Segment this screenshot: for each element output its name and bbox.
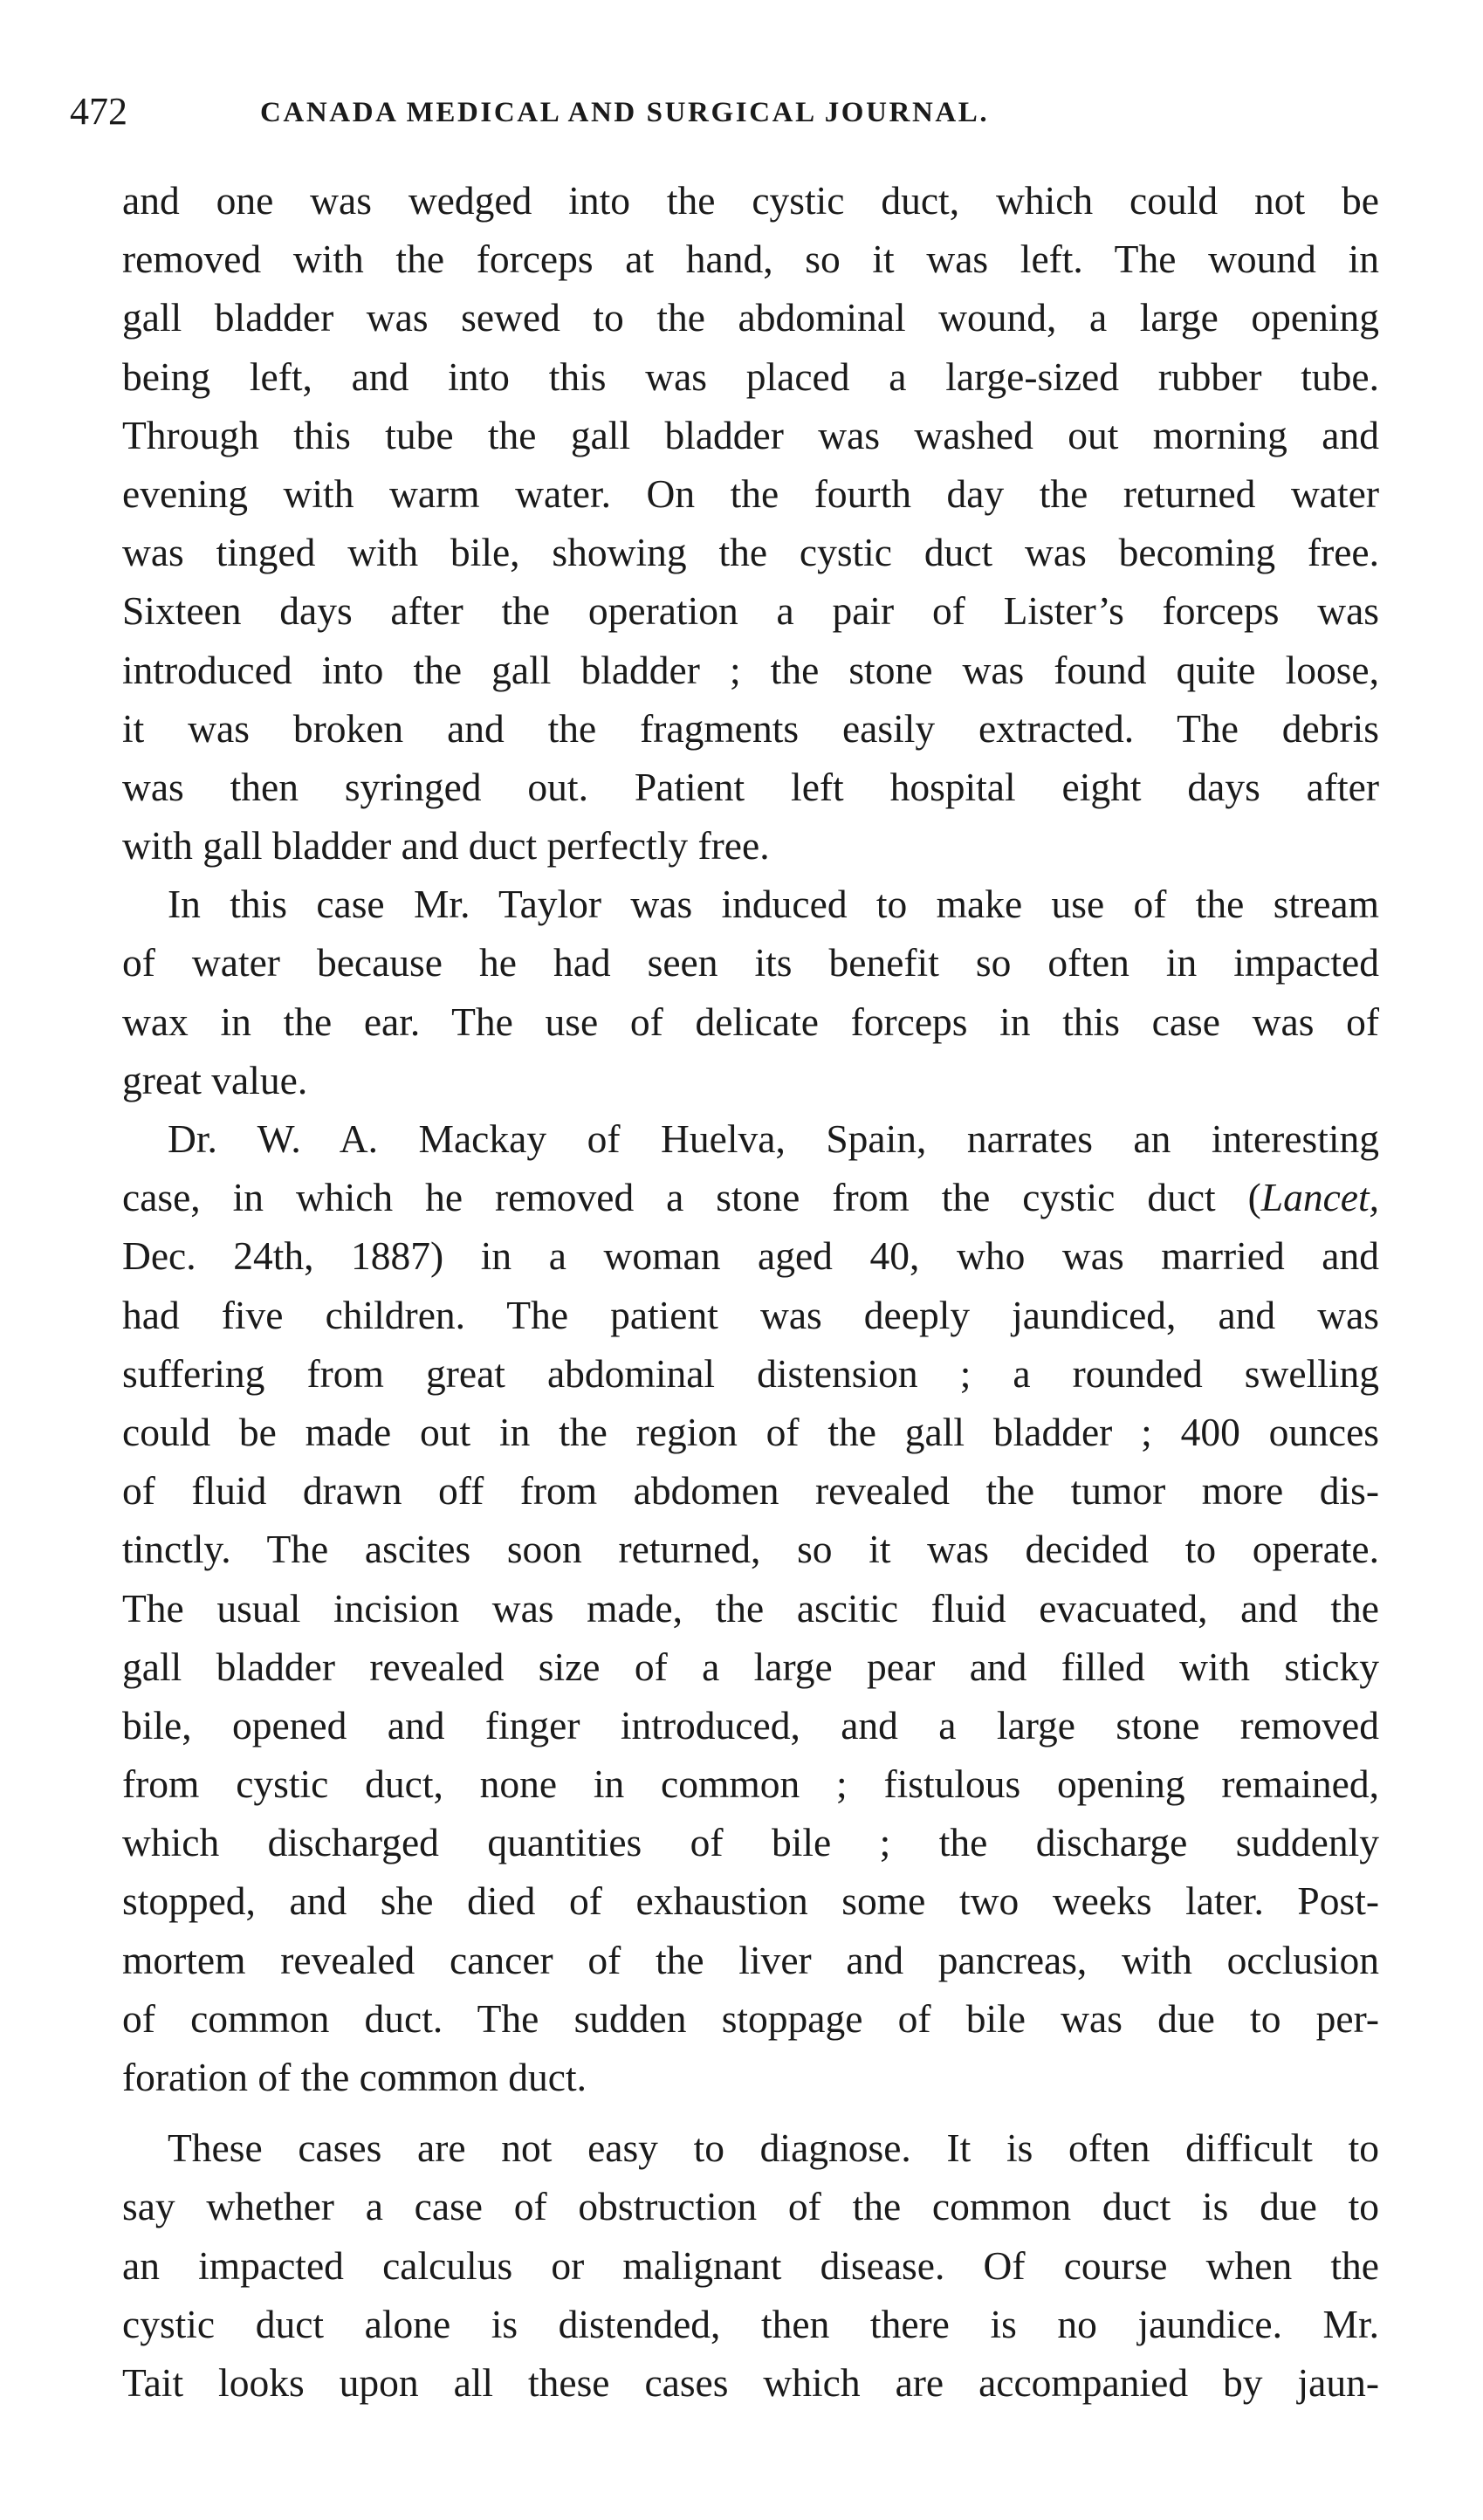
text-line: evening with warm water. On the fourth day the returned water bbox=[122, 470, 1379, 516]
text-line: with gall bladder and duct perfectly free. bbox=[122, 823, 770, 869]
text-line: from cystic duct, none in common ; fistulous opening remained, bbox=[122, 1761, 1379, 1807]
text-line: tinctly. The ascites soon returned, so it was decided to operate. bbox=[122, 1527, 1379, 1572]
paragraph-gap bbox=[122, 2106, 1379, 2118]
text-line: wax in the ear. The use of delicate forceps in this case was of bbox=[122, 999, 1379, 1044]
text-line: Dr. W. A. Mackay of Huelva, Spain, narrates an interesting bbox=[168, 1116, 1379, 1161]
paragraph-mackay bbox=[122, 1109, 1379, 2106]
text-line: had five children. The patient was deeply jaundiced, and was bbox=[122, 1292, 1379, 1337]
text-line: These cases are not easy to diagnose. It is often difficult to bbox=[168, 2125, 1379, 2171]
text-line: removed with the forceps at hand, so it was left. The wound in bbox=[122, 237, 1379, 282]
text-line: which discharged quantities of bile ; the discharge suddenly bbox=[122, 1820, 1379, 1865]
text-line: great value. bbox=[122, 1057, 308, 1102]
text-line: cystic duct alone is distended, then there is no jaundice. Mr. bbox=[122, 2301, 1379, 2346]
citation-journal: Lancet, bbox=[1260, 1175, 1379, 1220]
page-number: 472 bbox=[70, 90, 127, 133]
text-line: it was broken and the fragments easily extracted. The debris bbox=[122, 705, 1379, 751]
text-line: could be made out in the region of the gall bladder ; 400 ounces bbox=[122, 1409, 1379, 1454]
text-line: gall bladder revealed size of a large pear and filled with sticky bbox=[122, 1644, 1379, 1689]
text-line: foration of the common duct. bbox=[122, 2055, 587, 2099]
text-line: Sixteen days after the operation a pair of Lister’s forceps was bbox=[122, 588, 1379, 634]
text-line: bile, opened and finger introduced, and a large stone removed bbox=[122, 1702, 1379, 1748]
text-line: In this case Mr. Taylor was induced to make use of the stream bbox=[168, 882, 1379, 927]
text-line: an impacted calculus or malignant disease. Of course when the bbox=[122, 2242, 1379, 2288]
text-line: of fluid drawn off from abdomen revealed the tumor more dis- bbox=[122, 1468, 1379, 1514]
text-fragment: case, in which he removed a stone from the cystic duct ( bbox=[122, 1175, 1261, 1220]
paragraph-taylor bbox=[122, 875, 1379, 1109]
text-line: stopped, and she died of exhaustion some two weeks later. Post- bbox=[122, 1878, 1379, 1924]
text-line-with-citation bbox=[122, 1168, 1379, 1226]
text-line: Through this tube the gall bladder was washed out morning and bbox=[122, 412, 1379, 457]
article-body bbox=[122, 171, 1379, 2412]
text-line: was then syringed out. Patient left hospital eight days after bbox=[122, 764, 1379, 809]
text-line: Dec. 24th, 1887) in a woman aged 40, who was married and bbox=[122, 1233, 1379, 1279]
text-line: mortem revealed cancer of the liver and pancreas, with occlusion bbox=[122, 1937, 1379, 1982]
paragraph-diagnosis bbox=[122, 2118, 1379, 2412]
text-line: of water because he had seen its benefit so often in impacted bbox=[122, 940, 1379, 985]
text-line: say whether a case of obstruction of the common duct is due to bbox=[122, 2184, 1379, 2229]
text-line: Tait looks upon all these cases which are accompanied by jaun- bbox=[122, 2359, 1379, 2405]
journal-title: CANADA MEDICAL AND SURGICAL JOURNAL. bbox=[260, 97, 990, 128]
text-line: The usual incision was made, the ascitic fluid evacuated, and the bbox=[122, 1585, 1379, 1631]
text-line: suffering from great abdominal distension ; a rounded swelling bbox=[122, 1350, 1379, 1396]
paragraph-continuation bbox=[122, 171, 1379, 875]
running-head bbox=[70, 86, 1379, 138]
text-line: gall bladder was sewed to the abdominal wound, a large opening bbox=[122, 295, 1379, 340]
text-line: and one was wedged into the cystic duct, which could not be bbox=[122, 178, 1379, 223]
text-line: was tinged with bile, showing the cystic duct was becoming free. bbox=[122, 530, 1379, 575]
text-line: introduced into the gall bladder ; the stone was found quite loose, bbox=[122, 647, 1379, 692]
text-line: of common duct. The sudden stoppage of bile was due to per- bbox=[122, 1995, 1379, 2041]
text-line: being left, and into this was placed a large-sized rubber tube. bbox=[122, 354, 1379, 399]
